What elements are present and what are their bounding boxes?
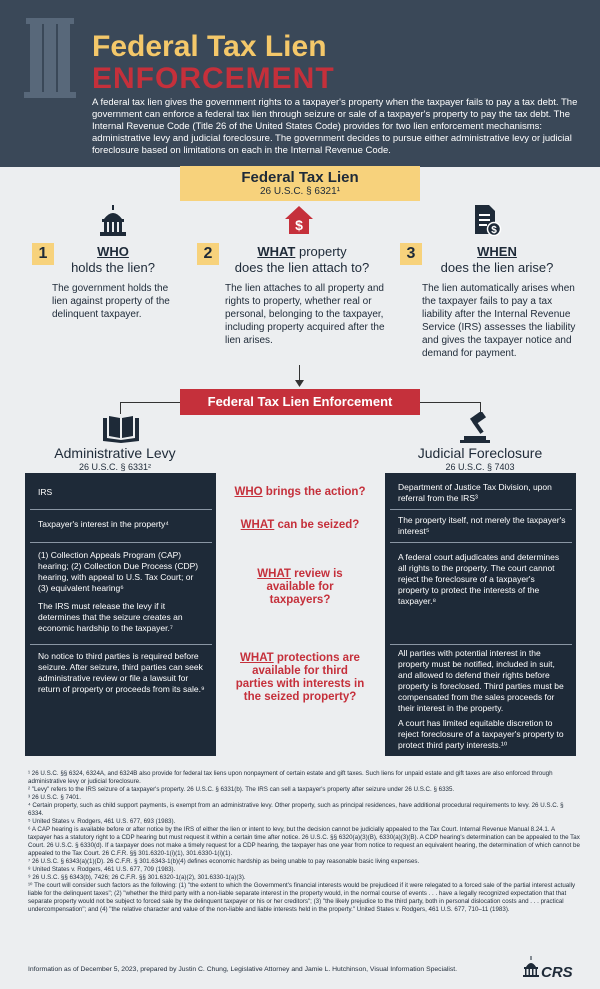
foreclosure-cell: Department of Justice Tax Division, upon referral from the IRS³ (398, 482, 552, 503)
levy-cell-note: The IRS must release the levy if it determines that the seizure creates an economic hardship to the taxpayer.⁷ (38, 601, 183, 633)
answer-text: The lien attaches to all property and rights to property, whether real or personal, belonging to the taxpayer, including property acquired after the lien arises. (225, 283, 385, 346)
footnote: ⁶ A CAP hearing is available before or after notice by the IRS of either the lien or intent to levy, but the decision cannot be judicially appealed to the Tax Court. Internal Revenue Manual 8.24.1. A taxpayer has a statutory right to a CDP hearing but must request it within a certain time after notice. 26 U.S.C. §§ 6320(a)(3)(B), 6330(a)(3)(B). A CDP hearing's determination can be appealed to the Tax Court. 26 U.S.C. § 6330(d). If a taxpayer does not make a timely request for a CDP hearing, the taxpayer has one year from notice to request an equivalent hearing, the determination of which cannot be appealed to the Tax Court. 26 C.F.R. §§ 301.6320-1(i)(1), 301.6330-1(i)(1). (28, 826, 580, 857)
row-question-key: WHAT (240, 652, 274, 664)
levy-cell: IRS (38, 487, 53, 497)
footnote: ⁵ United States v. Rodgers, 461 U.S. 677, 693 (1983). (28, 818, 176, 825)
svg-text:$: $ (295, 217, 303, 233)
svg-text:$: $ (491, 225, 497, 236)
row-question (240, 568, 360, 607)
row-question (235, 652, 365, 704)
connector-line (120, 402, 121, 414)
row-question-rest: can be seized? (274, 519, 360, 531)
answer-text: The government holds the lien against property of the delinquent taxpayer. (52, 283, 170, 320)
number-badge: 1 (32, 243, 54, 265)
row-question-key: WHAT (257, 568, 291, 580)
number-badge: 3 (400, 243, 422, 265)
levy-title: Administrative Levy (54, 445, 176, 461)
crs-logo (520, 953, 584, 983)
footnote: ⁸ United States v. Rodgers, 461 U.S. 677, 709 (1983). (28, 866, 176, 873)
row-question-rest: review is available for taxpayers? (266, 568, 343, 606)
levy-cell: No notice to third parties is required before seizure. After seizure, third parties can seek administrative review or file a lawsuit for return of property or proceeds from its sale.⁹ (38, 651, 205, 694)
footnote: ¹ 26 U.S.C. §§ 6324, 6324A, and 6324B also provide for federal tax liens upon nonpayment of certain estate and gift taxes. Such liens for unpaid estate and gift taxes are also enforced through administrative levy or judicial foreclosure. (28, 770, 553, 785)
federal-tax-lien-box (180, 166, 420, 201)
row-divider (390, 644, 572, 645)
footnote: ² "Levy" refers to the IRS seizure of a taxpayer's property. 26 U.S.C. § 6331(b). The IRS can sell a taxpayer's property after seizure under 26 U.S.C. § 6335. (28, 786, 455, 793)
footnote: ⁴ Certain property, such as child support payments, is exempt from an administrative levy. Other property, such as principal residences, have additional procedural requirements to levy. 26 U.S.C. § 6334. (28, 802, 564, 817)
question-label (222, 244, 382, 276)
question-rest: holds the lien? (71, 260, 155, 275)
house-dollar-icon (283, 204, 315, 236)
enforcement-title: Federal Tax Lien Enforcement (180, 389, 420, 415)
question-label (48, 244, 178, 276)
levy-cell: Taxpayer's interest in the property⁴ (38, 519, 169, 529)
foreclosure-cell: All parties with potential interest in the property must be notified, included in suit, and allowed to defend their rights before property is foreclosed. Third parties must be compensated from the sales proceeds for their interest in the property. (398, 648, 564, 713)
footnotes (28, 770, 580, 914)
foreclosure-citation: 26 U.S.C. § 7403 (445, 462, 515, 472)
row-question-key: WHO (234, 486, 263, 498)
levy-citation: 26 U.S.C. § 6331² (78, 462, 152, 472)
row-question-rest: protections are available for third parties with interests in the seized property? (235, 652, 365, 703)
row-question-rest: brings the action? (262, 486, 366, 498)
lien-title: Federal Tax Lien (241, 169, 359, 186)
row-divider (30, 509, 212, 510)
footnote: ¹⁰ The court will consider such factors as the following: (1) "the extent to which the Government's financial interests would be prejudiced if it were relegated to a forced sale of the partial interest actually liable for the delinquent taxes"; (2) "whether the third party with a non-liable separate interest in the property would, in the normal course of events . . . have a legally recognized expectation that that separate property would not be subject to forced sale by the delinquent taxpayer or his or her creditors"; (3) "the likely prejudice to the third party, both in personal dislocation costs and . . . practical undercompensation"; and (4) "the relative character and value of the non-liable and liable interests held in the property." United States v. Rodgers, 461 U.S. 677, 710–11 (1983). (28, 882, 576, 913)
question-key: WHEN (477, 244, 517, 259)
document-dollar-icon (472, 204, 502, 236)
foreclosure-title: Judicial Foreclosure (417, 445, 543, 461)
arrow-down-icon (295, 380, 304, 387)
footnote: ³ 26 U.S.C. § 7401. (28, 794, 81, 801)
foreclosure-cell: A federal court adjudicates and determines all rights to the property. The court cannot reject the foreclosure of a taxpayer's property to protect the interests of the taxpayer.⁸ (398, 552, 560, 606)
capitol-icon (98, 205, 128, 237)
title-line1: Federal Tax Lien (92, 30, 327, 63)
levy-cell: (1) Collection Appeals Program (CAP) hearing; (2) Collection Due Process (CDP) hearing, with appeal to U.S. Tax Court; or (3) equivalent hearing⁶ (38, 550, 199, 593)
pillar-base (24, 92, 76, 98)
pillar-column (44, 22, 56, 94)
foreclosure-cell-note: A court has limited equitable discretion to reject foreclosure of a taxpayer's property to protect third party interests.¹⁰ (398, 718, 564, 750)
lien-citation: 26 U.S.C. § 6321¹ (259, 186, 341, 197)
question-key: WHAT (257, 244, 296, 259)
intro-text: A federal tax lien gives the government rights to a taxpayer's property when the taxpayer fails to pay a tax debt. The government can enforce a federal tax lien through seizure or sale of a taxpayer's property to pay the tax debt. The Internal Revenue Code (Title 26 of the United States Code) provides for two lien enforcement mechanisms: administrative levy and judicial foreclosure. The government decides to pursue either administrative levy or judicial foreclosure based on limitations on each in the Internal Revenue Code. (92, 97, 578, 156)
number-badge: 2 (197, 243, 219, 265)
foreclosure-cell: The property itself, not merely the taxpayer's interest⁵ (398, 515, 566, 536)
question-key: WHO (97, 244, 129, 259)
row-divider (30, 542, 212, 543)
title-line2: ENFORCEMENT (92, 62, 335, 95)
row-divider (390, 509, 572, 510)
row-question-key: WHAT (240, 519, 275, 531)
row-divider (390, 542, 572, 543)
credit-line: Information as of December 5, 2023, prepared by Justin C. Chung, Legislative Attorney and Jamie L. Hutchinson, Visual Information Specialist. (28, 966, 458, 973)
logo-text: CRS (541, 964, 573, 981)
pillar-column (58, 22, 70, 94)
row-question (218, 519, 382, 532)
row-divider (30, 644, 212, 645)
gavel-icon (458, 412, 498, 444)
question-label (422, 244, 572, 276)
question-rest-inline: property (298, 244, 347, 259)
footnote: ⁹ 26 U.S.C. §§ 6343(b), 7426; 26 C.F.R. §§ 301.6320-1(a)(2), 301.6330-1(a)(3). (28, 874, 246, 881)
question-rest: does the lien attach to? (234, 260, 370, 275)
pillar-column (30, 22, 42, 94)
answer-text: The lien automatically arises when the taxpayer fails to pay a tax liability after the Internal Revenue Service (IRS) assesses the liability and gives the taxpayer notice and demand for payment. (422, 283, 576, 359)
footnote: ⁷ 26 U.S.C. § 6343(a)(1)(D). 26 C.F.R. § 301.6343-1(b)(4) defines economic hardship as being unable to pay reasonable basic living expenses. (28, 858, 420, 865)
book-icon (101, 414, 141, 444)
header (0, 0, 600, 167)
question-rest: does the lien arise? (440, 260, 554, 275)
row-question (218, 486, 382, 499)
